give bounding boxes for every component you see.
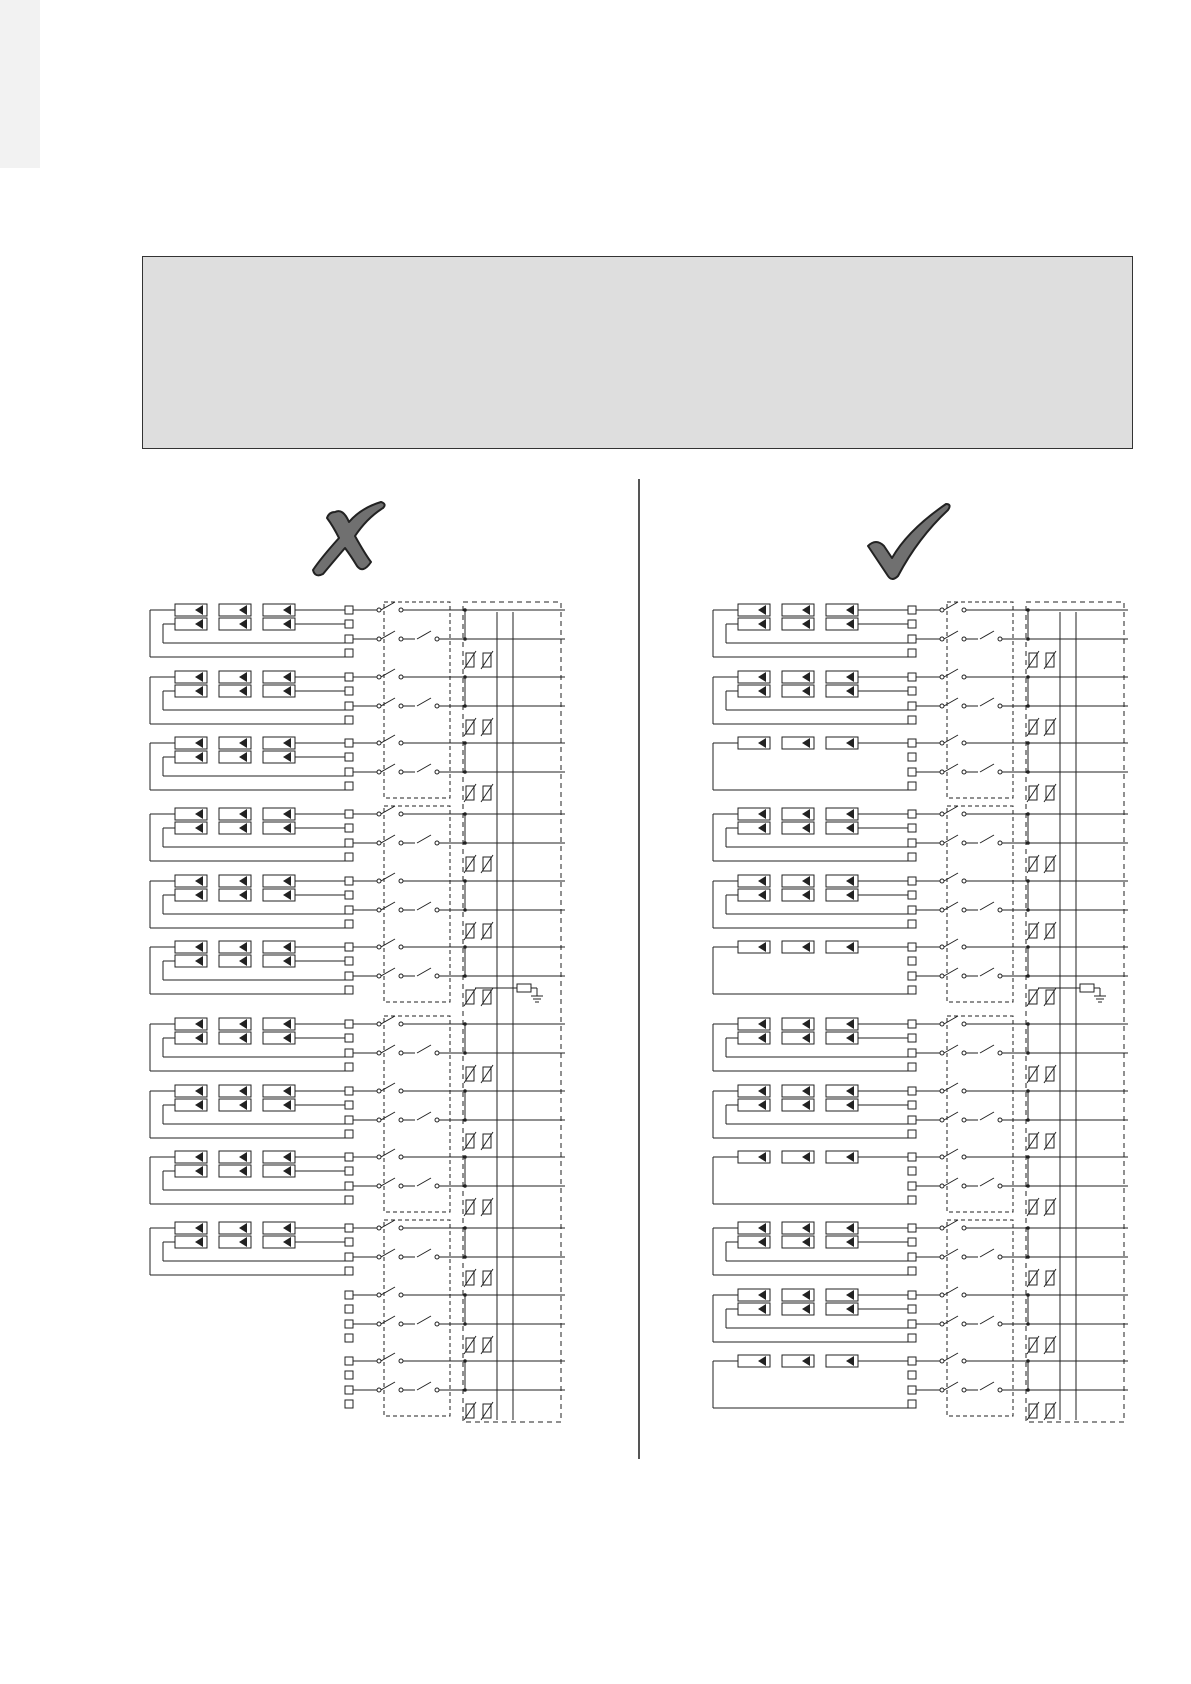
switch-blade xyxy=(980,1178,994,1186)
switch-node xyxy=(962,1226,966,1230)
switch-node xyxy=(940,1089,944,1093)
switch-blade xyxy=(944,1249,958,1257)
switch-blade xyxy=(944,835,958,843)
switch-node xyxy=(998,841,1002,845)
switch-node xyxy=(940,1255,944,1259)
switch-node xyxy=(962,1255,966,1259)
terminal xyxy=(908,753,916,761)
switch-node xyxy=(962,675,966,679)
switch-node xyxy=(998,637,1002,641)
terminal xyxy=(908,606,916,614)
terminal xyxy=(908,1371,916,1379)
terminal xyxy=(908,1267,916,1275)
switch-blade xyxy=(944,735,958,743)
terminal xyxy=(908,1101,916,1109)
terminal xyxy=(908,1291,916,1299)
switch-blade xyxy=(944,1149,958,1157)
switch-blade xyxy=(980,1382,994,1390)
switch-node xyxy=(940,675,944,679)
switch-node xyxy=(962,1118,966,1122)
switch-blade xyxy=(944,1287,958,1295)
switch-node xyxy=(940,637,944,641)
switch-node xyxy=(940,1118,944,1122)
switch-node xyxy=(962,908,966,912)
terminal xyxy=(908,1357,916,1365)
switch-node xyxy=(962,1051,966,1055)
switch-node xyxy=(940,1051,944,1055)
switch-node xyxy=(962,1293,966,1297)
ground-resistor xyxy=(1080,984,1094,992)
switch-blade xyxy=(980,1249,994,1257)
terminal xyxy=(908,957,916,965)
switch-node xyxy=(940,1022,944,1026)
switch-node xyxy=(998,704,1002,708)
terminal xyxy=(908,716,916,724)
switch-node xyxy=(998,974,1002,978)
terminal xyxy=(908,986,916,994)
terminal xyxy=(908,635,916,643)
switch-blade xyxy=(944,631,958,639)
terminal xyxy=(908,702,916,710)
terminal xyxy=(908,1224,916,1232)
switch-blade xyxy=(944,1382,958,1390)
switch-blade xyxy=(980,764,994,772)
switch-node xyxy=(998,1118,1002,1122)
terminal xyxy=(908,943,916,951)
switch-node xyxy=(940,841,944,845)
switch-node xyxy=(940,741,944,745)
switch-node xyxy=(962,1359,966,1363)
switch-blade xyxy=(944,873,958,881)
switch-blade xyxy=(944,902,958,910)
terminal xyxy=(908,1153,916,1161)
switch-node xyxy=(962,637,966,641)
switch-node xyxy=(940,1226,944,1230)
terminal xyxy=(908,1400,916,1408)
terminal xyxy=(908,1087,916,1095)
switch-blade xyxy=(980,631,994,639)
switch-node xyxy=(940,770,944,774)
switch-node xyxy=(962,841,966,845)
terminal xyxy=(908,1305,916,1313)
switch-node xyxy=(998,770,1002,774)
combiner-enclosure xyxy=(1026,602,1124,1422)
terminal xyxy=(908,1167,916,1175)
switch-node xyxy=(962,1022,966,1026)
terminal xyxy=(908,891,916,899)
terminal xyxy=(908,1334,916,1342)
switch-node xyxy=(962,770,966,774)
terminal xyxy=(908,1238,916,1246)
terminal xyxy=(908,920,916,928)
terminal xyxy=(908,1034,916,1042)
switch-blade xyxy=(980,902,994,910)
switch-blade xyxy=(944,1016,958,1024)
switch-blade xyxy=(944,939,958,947)
switch-node xyxy=(940,1322,944,1326)
terminal xyxy=(908,1196,916,1204)
switch-node xyxy=(940,1184,944,1188)
switch-node xyxy=(962,1089,966,1093)
terminal xyxy=(908,1020,916,1028)
switch-node xyxy=(940,1388,944,1392)
switch-blade xyxy=(944,1083,958,1091)
switch-node xyxy=(998,1388,1002,1392)
switch-blade xyxy=(944,1353,958,1361)
switch-blade xyxy=(944,1045,958,1053)
switch-node xyxy=(940,1359,944,1363)
switch-blade xyxy=(980,698,994,706)
switch-blade xyxy=(944,764,958,772)
switch-blade xyxy=(944,1316,958,1324)
switch-node xyxy=(962,879,966,883)
terminal xyxy=(908,673,916,681)
switch-blade xyxy=(944,806,958,814)
switch-node xyxy=(962,608,966,612)
terminal xyxy=(908,768,916,776)
switch-blade xyxy=(944,698,958,706)
switch-blade xyxy=(980,1112,994,1120)
terminal xyxy=(908,739,916,747)
terminal xyxy=(908,1253,916,1261)
switch-blade xyxy=(944,1178,958,1186)
switch-node xyxy=(962,1184,966,1188)
terminal xyxy=(908,1116,916,1124)
terminal xyxy=(908,1386,916,1394)
terminal xyxy=(908,1182,916,1190)
switch-blade xyxy=(980,1045,994,1053)
terminal xyxy=(908,1049,916,1057)
switch-node xyxy=(962,704,966,708)
switch-node xyxy=(998,1322,1002,1326)
switch-blade xyxy=(944,1220,958,1228)
switch-node xyxy=(998,1255,1002,1259)
terminal xyxy=(908,1063,916,1071)
terminal xyxy=(908,620,916,628)
switch-node xyxy=(998,1051,1002,1055)
switch-node xyxy=(962,741,966,745)
switch-blade xyxy=(980,835,994,843)
terminal xyxy=(908,687,916,695)
switch-node xyxy=(940,974,944,978)
switch-blade xyxy=(980,1316,994,1324)
switch-node xyxy=(962,1388,966,1392)
terminal xyxy=(908,824,916,832)
terminal xyxy=(908,877,916,885)
switch-node xyxy=(998,1184,1002,1188)
switch-node xyxy=(962,1322,966,1326)
terminal xyxy=(908,1130,916,1138)
terminal xyxy=(908,972,916,980)
switch-blade xyxy=(944,968,958,976)
terminal xyxy=(908,906,916,914)
switch-node xyxy=(940,704,944,708)
terminal xyxy=(908,782,916,790)
switch-blade xyxy=(944,669,958,677)
switch-blade xyxy=(944,1112,958,1120)
terminal xyxy=(908,853,916,861)
switch-node xyxy=(962,812,966,816)
switch-node xyxy=(998,908,1002,912)
switch-node xyxy=(940,945,944,949)
switch-node xyxy=(940,1293,944,1297)
terminal xyxy=(908,839,916,847)
switch-node xyxy=(962,1155,966,1159)
switch-node xyxy=(940,879,944,883)
terminal xyxy=(908,1320,916,1328)
switch-node xyxy=(940,812,944,816)
switch-blade xyxy=(980,968,994,976)
terminal xyxy=(908,810,916,818)
switch-node xyxy=(940,908,944,912)
switch-node xyxy=(940,1155,944,1159)
switch-node xyxy=(962,945,966,949)
switch-node xyxy=(962,974,966,978)
terminal xyxy=(908,649,916,657)
switch-node xyxy=(940,608,944,612)
switch-blade xyxy=(944,602,958,610)
